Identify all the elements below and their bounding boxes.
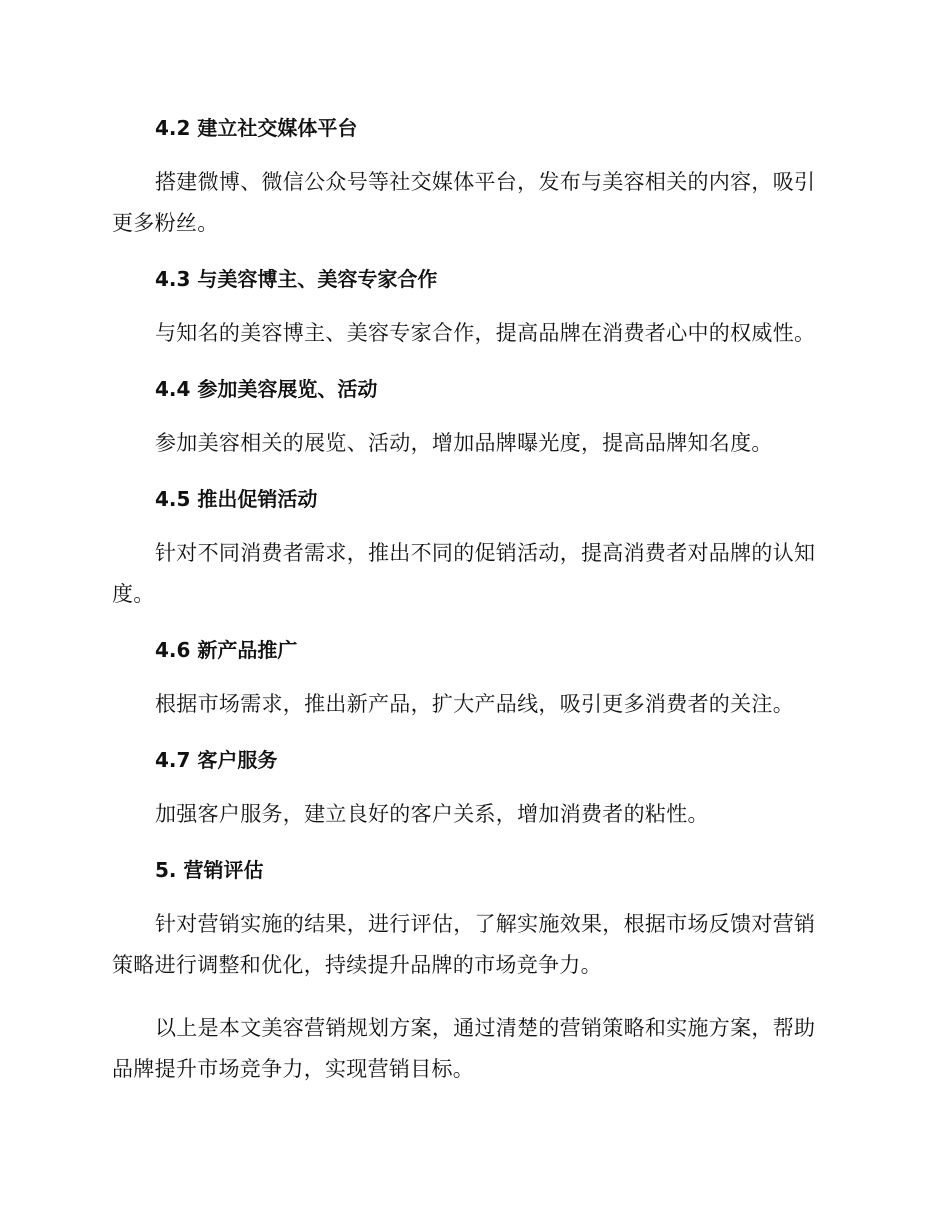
section-body-4-5: 针对不同消费者需求，推出不同的促销活动，提高消费者对品牌的认知度。 xyxy=(112,541,816,606)
conclusion-paragraph: 以上是本文美容营销规划方案，通过清楚的营销策略和实施方案，帮助品牌提升市场竞争力，实现营销目标。 xyxy=(112,1016,816,1081)
section-body-5: 针对营销实施的结果，进行评估，了解实施效果，根据市场反馈对营销策略进行调整和优化，持续提升品牌的市场竞争力。 xyxy=(112,912,816,977)
section-body-4-6: 根据市场需求，推出新产品，扩大产品线，吸引更多消费者的关注。 xyxy=(155,692,794,716)
section-heading-4-3: 4.3 与美容博主、美容专家合作 xyxy=(155,267,438,291)
section-body-4-7: 加强客户服务，建立良好的客户关系，增加消费者的粘性。 xyxy=(155,802,709,826)
section-heading-4-5: 4.5 推出促销活动 xyxy=(155,487,318,511)
section-heading-4-7: 4.7 客户服务 xyxy=(155,748,278,772)
section-heading-4-2: 4.2 建立社交媒体平台 xyxy=(155,116,358,140)
section-body-4-4: 参加美容相关的展览、活动，增加品牌曝光度，提高品牌知名度。 xyxy=(155,431,773,455)
section-heading-5: 5. 营销评估 xyxy=(155,858,264,882)
section-heading-4-6: 4.6 新产品推广 xyxy=(155,638,298,662)
section-body-4-2: 搭建微博、微信公众号等社交媒体平台，发布与美容相关的内容，吸引更多粉丝。 xyxy=(112,170,816,235)
section-heading-4-4: 4.4 参加美容展览、活动 xyxy=(155,377,378,401)
section-body-4-3: 与知名的美容博主、美容专家合作，提高品牌在消费者心中的权威性。 xyxy=(155,321,816,345)
